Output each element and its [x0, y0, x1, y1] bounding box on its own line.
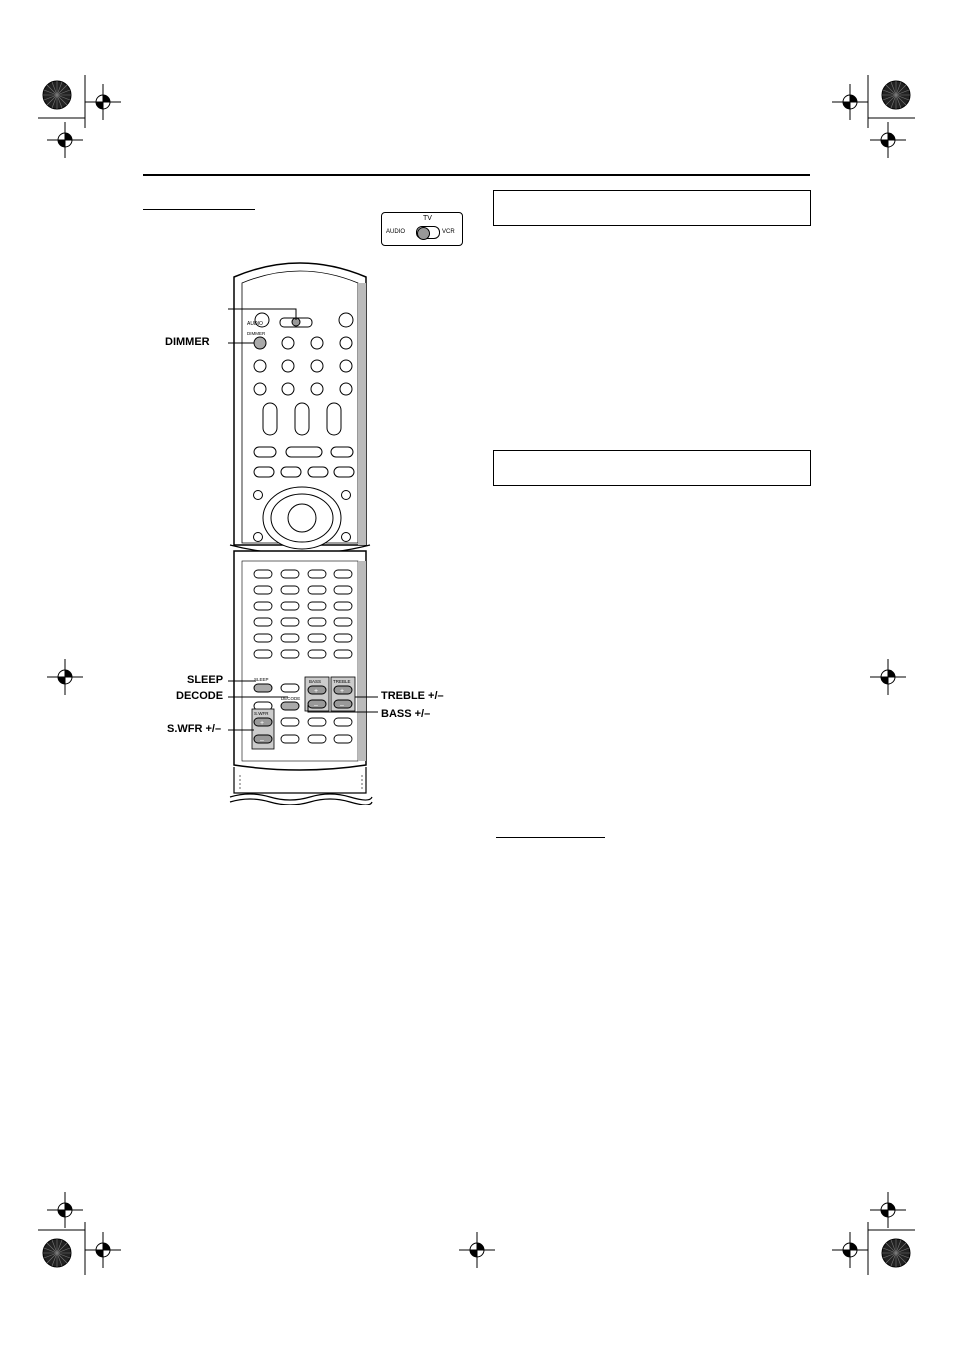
svg-text:–: –	[260, 737, 264, 744]
remote-audio-label: AUDIO	[247, 321, 263, 327]
callout-treble: TREBLE +/–	[381, 690, 444, 702]
svg-text:+: +	[260, 720, 265, 727]
svg-text:BASS: BASS	[309, 679, 322, 684]
svg-text:S.WFR: S.WFR	[254, 711, 269, 716]
mode-switch-tv-label: TV	[423, 215, 432, 222]
mode-switch-audio-label: AUDIO	[386, 229, 406, 235]
svg-text:DECODE: DECODE	[281, 696, 301, 701]
callout-sleep: SLEEP	[187, 674, 224, 686]
svg-text:–: –	[340, 702, 344, 709]
svg-text:SLEEP: SLEEP	[254, 677, 269, 682]
callout-swfr: S.WFR +/–	[167, 723, 222, 735]
callout-dimmer: DIMMER	[165, 336, 210, 348]
svg-text:TREBLE: TREBLE	[333, 679, 351, 684]
callout-bass: BASS +/–	[381, 708, 431, 720]
svg-text:DIMMER: DIMMER	[247, 331, 266, 336]
svg-text:–: –	[314, 702, 318, 709]
mode-switch-vcr-label: VCR	[442, 229, 455, 235]
svg-text:+: +	[340, 688, 345, 695]
svg-text:+: +	[314, 688, 319, 695]
callout-decode: DECODE	[176, 690, 224, 702]
